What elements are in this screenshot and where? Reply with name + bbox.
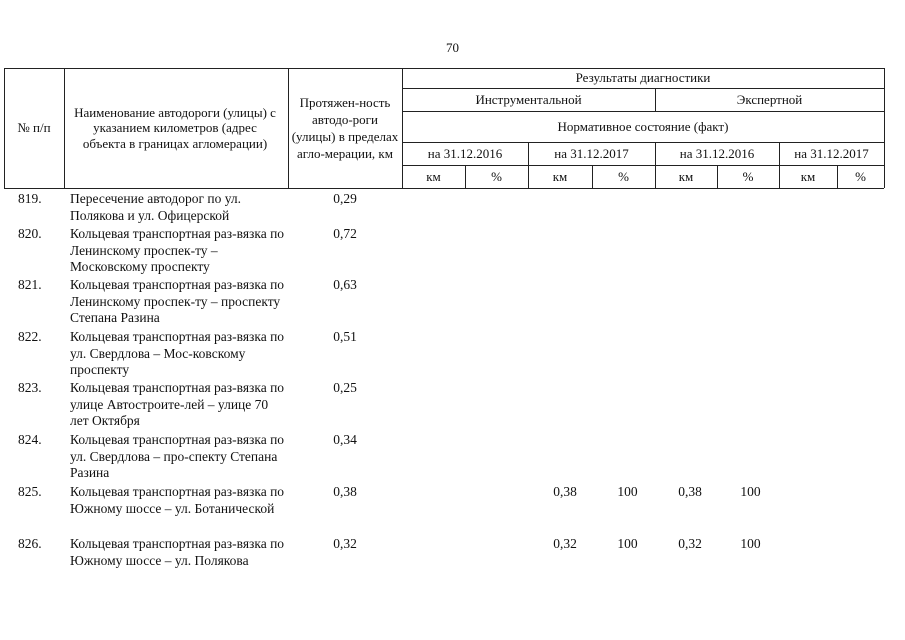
header-date: на 31.12.2016 bbox=[679, 145, 755, 161]
header-unit: % bbox=[855, 168, 866, 184]
row-length: 0,34 bbox=[333, 432, 357, 447]
row-km-2016-expert: 0,32 bbox=[678, 536, 702, 551]
header-num: № п/п bbox=[17, 120, 51, 136]
header-name: Наименование автодороги (улицы) с указанием километров (адрес объекта в границах агломерации) bbox=[74, 104, 276, 151]
row-name: Кольцевая транспортная раз-вязка по Ленинскому проспек-ту – Московскому проспекту bbox=[70, 226, 285, 274]
row-km-2016-expert: 0,38 bbox=[678, 484, 702, 499]
row-name: Кольцевая транспортная раз-вязка по Южному шоссе – ул. Полякова bbox=[70, 536, 285, 568]
row-pct-2017-instr: 100 bbox=[617, 484, 638, 499]
row-km-2017-instr: 0,38 bbox=[553, 484, 577, 499]
row-number: 820. bbox=[18, 226, 42, 241]
header-unit: % bbox=[742, 168, 754, 184]
header-unit: км bbox=[678, 168, 694, 184]
page-number: 70 bbox=[446, 40, 459, 55]
header-expert: Экспертной bbox=[736, 91, 803, 107]
header-length: Протяжен-ность автодо-роги (улицы) в пределах агло-мерации, км bbox=[291, 95, 399, 161]
header-unit: км bbox=[426, 168, 441, 184]
row-pct-2017-instr: 100 bbox=[617, 536, 638, 551]
row-number: 825. bbox=[18, 484, 42, 499]
row-length: 0,38 bbox=[333, 484, 357, 499]
header-date: на 31.12.2017 bbox=[554, 145, 629, 161]
row-name: Кольцевая транспортная раз-вязка по Ленинскому проспек-ту – проспекту Степана Разина bbox=[70, 277, 285, 325]
row-number: 819. bbox=[18, 191, 42, 206]
row-length: 0,32 bbox=[333, 536, 357, 551]
row-name: Кольцевая транспортная раз-вязка по ул. Свердлова – про-спекту Степана Разина bbox=[70, 432, 285, 480]
header-results: Результаты диагностики bbox=[575, 70, 711, 86]
row-name: Кольцевая транспортная раз-вязка по Южному шоссе – ул. Ботанической bbox=[70, 484, 285, 516]
row-length: 0,29 bbox=[333, 191, 357, 206]
row-length: 0,51 bbox=[333, 329, 357, 344]
row-number: 824. bbox=[18, 432, 42, 447]
row-km-2017-instr: 0,32 bbox=[553, 536, 577, 551]
row-number: 826. bbox=[18, 536, 42, 551]
row-length: 0,25 bbox=[333, 380, 357, 395]
header-unit: км bbox=[552, 168, 568, 184]
header-unit: % bbox=[491, 168, 502, 184]
row-number: 822. bbox=[18, 329, 42, 344]
row-number: 823. bbox=[18, 380, 42, 395]
header-unit: % bbox=[618, 168, 629, 184]
header-unit: км bbox=[800, 168, 816, 184]
row-name: Кольцевая транспортная раз-вязка по ул. Свердлова – Мос-ковскому проспекту bbox=[70, 329, 285, 377]
row-pct-2016-expert: 100 bbox=[740, 536, 761, 551]
row-number: 821. bbox=[18, 277, 42, 292]
header-date: на 31.12.2016 bbox=[427, 145, 503, 161]
header-instrumental: Инструментальной bbox=[475, 91, 582, 107]
header-date: на 31.12.2017 bbox=[794, 145, 869, 161]
row-length: 0,72 bbox=[333, 226, 357, 241]
row-name: Пересечение автодорог по ул. Полякова и ул. Офицерской bbox=[70, 191, 241, 223]
header-normative: Нормативное состояние (факт) bbox=[557, 118, 729, 134]
row-length: 0,63 bbox=[333, 277, 357, 292]
row-name: Кольцевая транспортная раз-вязка по улице Автостроите-лей – улице 70 лет Октября bbox=[70, 380, 285, 428]
row-pct-2016-expert: 100 bbox=[740, 484, 761, 499]
